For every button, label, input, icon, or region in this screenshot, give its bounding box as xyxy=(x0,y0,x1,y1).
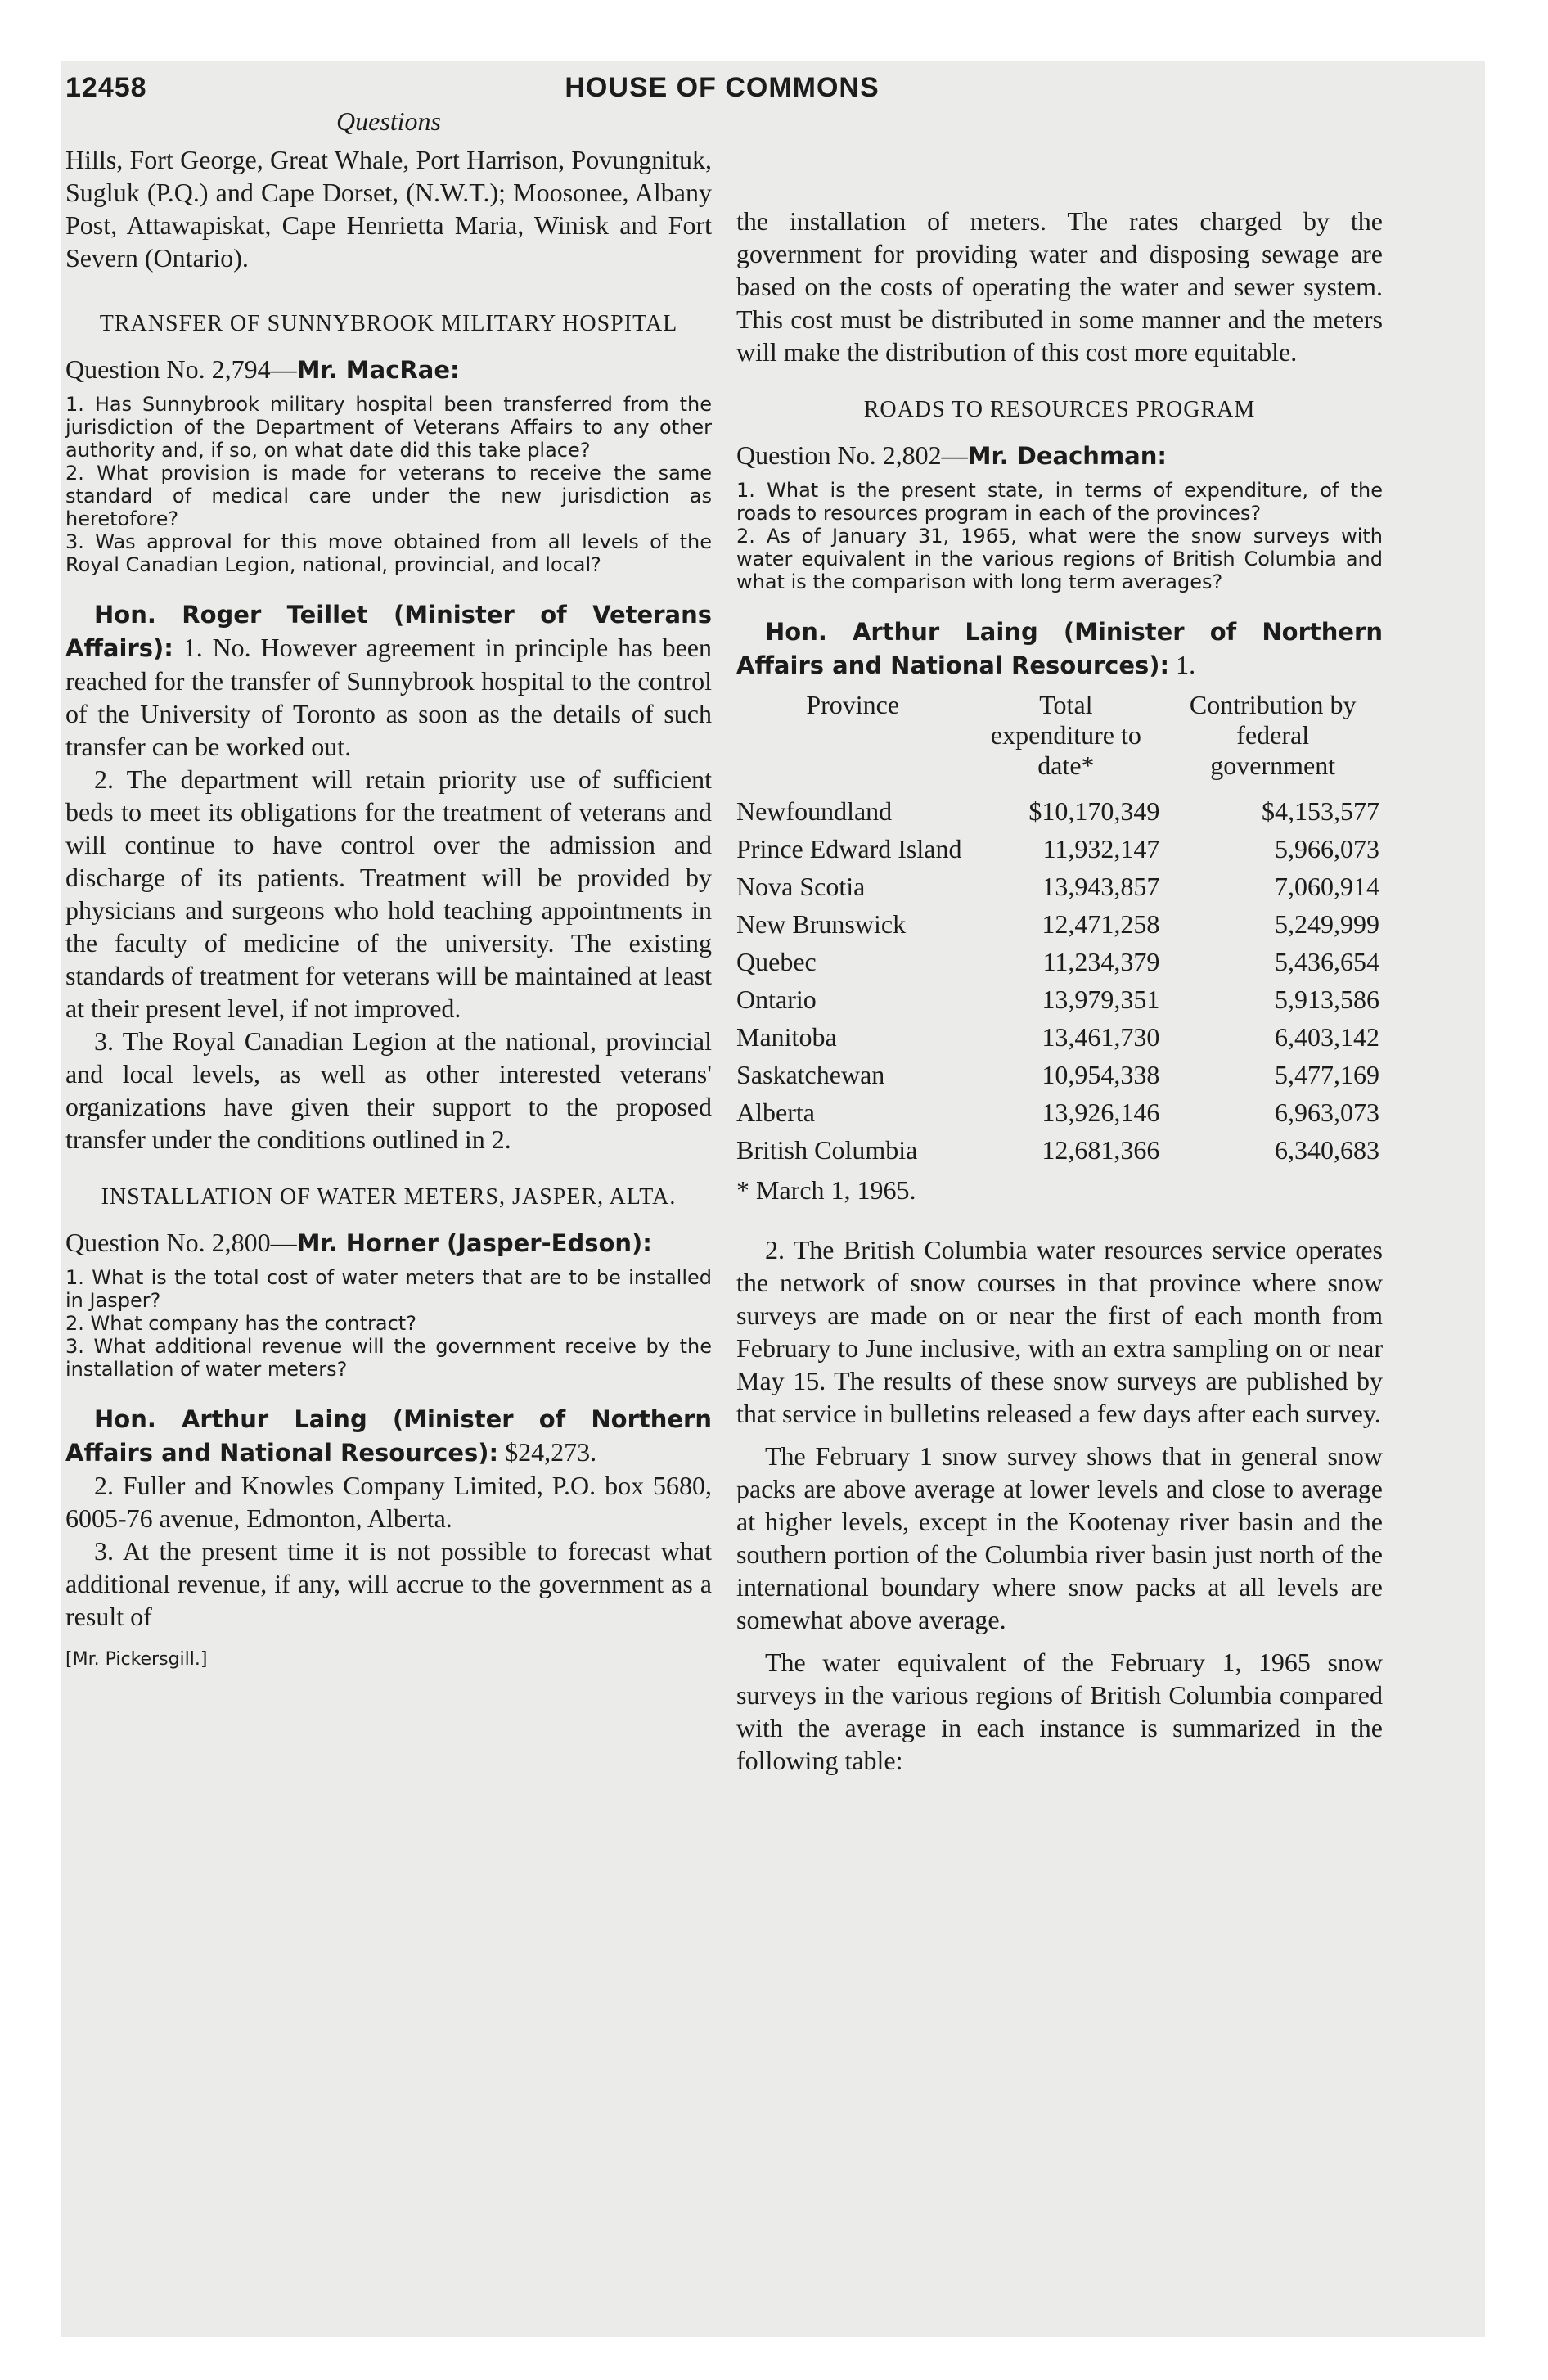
contribution-cell: 6,403,142 xyxy=(1275,1022,1379,1052)
table-row xyxy=(736,792,1383,830)
contribution-cell: 7,060,914 xyxy=(1275,872,1379,901)
question-item: 1. Has Sunnybrook military hospital been transferred from the jurisdiction of the Department of Veterans Affairs to any other authority and, if so, on what date did this take place? xyxy=(65,393,712,462)
contribution-cell: 5,249,999 xyxy=(1275,909,1379,939)
expenditure-cell: $10,170,349 xyxy=(1028,796,1160,826)
continued-paragraph: the installation of meters. The rates charged by the government for providing water and disposing sewage are based on the costs of operating the water and sewer system. This cost must be distributed in some manner and the meters will make the distribution of this cost more equitable. xyxy=(736,206,1383,367)
answer-text: 1. xyxy=(1169,650,1196,679)
table-row xyxy=(736,1093,1383,1131)
section-heading-roads: ROADS TO RESOURCES PROGRAM xyxy=(863,397,1256,422)
province-cell: Quebec xyxy=(736,947,817,976)
province-cell: Nova Scotia xyxy=(736,872,866,901)
province-cell: Prince Edward Island xyxy=(736,834,962,863)
answer-paragraph: The February 1 snow survey shows that in general snow packs are above average at lower levels and close to average at higher levels, except in the Kootenay river basin and the southern portion of the Columbia river basin just north of the international boundary where snow packs at all levels are somewhat above average. xyxy=(736,1441,1383,1634)
section-heading-sunnybrook: TRANSFER OF SUNNYBROOK MILITARY HOSPITAL xyxy=(99,311,678,336)
table-body xyxy=(736,792,1383,1169)
answer-paragraph: 2. Fuller and Knowles Company Limited, P.O. box 5680, 6005-76 avenue, Edmonton, Alberta. xyxy=(65,1471,712,1533)
province-cell: Ontario xyxy=(736,985,817,1014)
answer-paragraph: 3. At the present time it is not possible to forecast what additional revenue, if any, will accrue to the government as a result of xyxy=(65,1536,712,1631)
contribution-cell: $4,153,577 xyxy=(1262,796,1379,826)
answer-paragraph: 2. The British Columbia water resources service operates the network of snow courses in that province where snow surveys are made on or near the first of each month from February to June inclusive, with an extra sampling on or near May 15. The results of these snow surveys are published by that service in bulletins released a few days after each survey. xyxy=(736,1235,1383,1428)
table-row xyxy=(736,1056,1383,1093)
contribution-cell: 5,477,169 xyxy=(1275,1060,1379,1089)
expenditure-cell: 11,234,379 xyxy=(1042,947,1160,976)
table-header-row xyxy=(736,690,1383,792)
answer-paragraph: 2. The department will retain priority use of sufficient beds to meet its obligations for the treatment of veterans and will continue to have control over the admission and discharge of its patients. Treatment will be provided by physicians and surgeons who hold teaching appointments in the faculty of medicine of the university. The existing standards of treatment for veterans will be maintained at least at their present level, if not improved. xyxy=(65,764,712,1023)
province-cell: British Columbia xyxy=(736,1135,918,1165)
table-row xyxy=(736,943,1383,980)
expenditure-cell: 11,932,147 xyxy=(1042,834,1160,863)
contribution-cell: 6,963,073 xyxy=(1275,1098,1379,1127)
left-column xyxy=(65,106,712,1670)
province-cell: Alberta xyxy=(736,1098,815,1127)
questioner-name: Mr. Deachman: xyxy=(967,442,1167,470)
table-footnote: * March 1, 1965. xyxy=(736,1175,916,1205)
expenditure-cell: 13,461,730 xyxy=(1042,1022,1160,1052)
contribution-cell: 5,966,073 xyxy=(1275,834,1379,863)
table-row xyxy=(736,980,1383,1018)
table-row xyxy=(736,1131,1383,1169)
answerer-name: Hon. Arthur Laing (Minister of Northern Affairs and National Resources): xyxy=(736,618,1383,679)
expenditure-cell: 12,681,366 xyxy=(1042,1135,1160,1165)
question-2802-heading xyxy=(736,439,1383,472)
question-number: Question No. 2,800— xyxy=(65,1228,297,1257)
question-item: 3. What additional revenue will the government receive by the installation of water meters? xyxy=(65,1335,712,1381)
question-item: 2. As of January 31, 1965, what were the snow surveys with water equivalent in the various regions of British Columbia and what is the comparison with long term averages? xyxy=(736,525,1383,593)
contribution-cell: 5,436,654 xyxy=(1275,947,1379,976)
question-2800-heading xyxy=(65,1226,712,1260)
question-item: 1. What is the total cost of water meters that are to be installed in Jasper? xyxy=(65,1266,712,1312)
province-cell: Manitoba xyxy=(736,1022,837,1052)
section-heading-water-meters: INSTALLATION OF WATER METERS, JASPER, ALTA. xyxy=(101,1184,677,1210)
contribution-cell: 5,913,586 xyxy=(1275,985,1379,1014)
column-header: Total expenditure to date* xyxy=(990,690,1141,780)
answer-text: 1. No. However agreement in principle has been reached for the transfer of Sunnybrook hospital to the control of the University of Toronto as soon as the details of such transfer can be worked out. xyxy=(65,633,712,761)
section-subtitle: Questions xyxy=(336,106,441,136)
question-item: 3. Was approval for this move obtained from all levels of the Royal Canadian Legion, national, provincial, and local? xyxy=(65,530,712,576)
answer-paragraph xyxy=(65,597,712,763)
footer-note: [Mr. Pickersgill.] xyxy=(65,1649,208,1670)
answer-paragraph: The water equivalent of the February 1, 1965 snow surveys in the various regions of British Columbia compared with the average in each instance is summarized in the following table: xyxy=(736,1648,1383,1775)
question-item: 1. What is the present state, in terms of expenditure, of the roads to resources program in each of the provinces? xyxy=(736,479,1383,525)
questioner-name: Mr. MacRae: xyxy=(296,356,460,384)
table-row xyxy=(736,1018,1383,1056)
column-header: Province xyxy=(806,690,900,719)
answer-paragraph: 3. The Royal Canadian Legion at the national, provincial and local levels, as well as other interested veterans' organizations have given their support to the proposed transfer under the conditions outlined in 2. xyxy=(65,1026,712,1154)
province-cell: New Brunswick xyxy=(736,909,907,939)
answer-paragraph xyxy=(65,1402,712,1469)
question-item: 2. What provision is made for veterans to receive the same standard of medical care under the new jurisdiction as heretofore? xyxy=(65,462,712,530)
intro-paragraph: Hills, Fort George, Great Whale, Port Harrison, Povungnituk, Sugluk (P.Q.) and Cape Dorset, (N.W.T.); Moosonee, Albany Post, Attawapiskat, Cape Henrietta Maria, Winisk and Fort Severn (Ontario). xyxy=(65,145,712,273)
expenditure-cell: 12,471,258 xyxy=(1042,909,1160,939)
expenditure-cell: 13,979,351 xyxy=(1042,985,1160,1014)
expenditure-table xyxy=(736,690,1383,1169)
answerer-name: Hon. Roger Teillet (Minister of Veterans Affairs): xyxy=(65,601,712,662)
answer-paragraph xyxy=(736,615,1383,682)
expenditure-cell: 10,954,338 xyxy=(1042,1060,1160,1089)
question-item: 2. What company has the contract? xyxy=(65,1312,416,1335)
questioner-name: Mr. Horner (Jasper-Edson): xyxy=(296,1229,652,1257)
page-title: HOUSE OF COMMONS xyxy=(565,72,880,103)
right-column xyxy=(736,205,1383,1777)
province-cell: Newfoundland xyxy=(736,796,893,826)
table-row xyxy=(736,905,1383,943)
answerer-name: Hon. Arthur Laing (Minister of Northern Affairs and National Resources): xyxy=(65,1405,712,1467)
answer-text: $24,273. xyxy=(498,1437,597,1467)
question-2794-heading xyxy=(65,353,712,386)
table-row xyxy=(736,830,1383,868)
question-number: Question No. 2,794— xyxy=(65,354,297,384)
province-cell: Saskatchewan xyxy=(736,1060,885,1089)
page-number: 12458 xyxy=(65,72,147,103)
expenditure-cell: 13,926,146 xyxy=(1042,1098,1160,1127)
expenditure-cell: 13,943,857 xyxy=(1042,872,1160,901)
question-number: Question No. 2,802— xyxy=(736,440,968,470)
column-header: Contribution by federal government xyxy=(1189,690,1357,780)
table-row xyxy=(736,868,1383,905)
contribution-cell: 6,340,683 xyxy=(1275,1135,1379,1165)
